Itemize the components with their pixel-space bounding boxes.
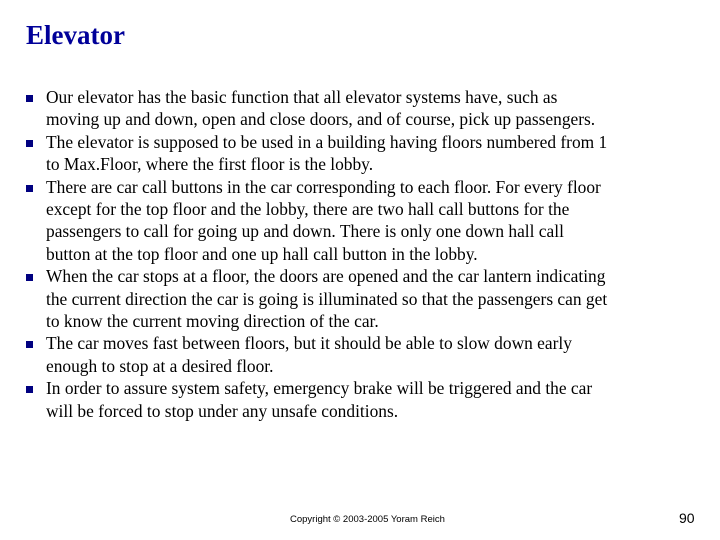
- bullet-text-line: button at the top floor and one up hall call button in the lobby.: [46, 243, 478, 264]
- bullet-item: [0, 176, 696, 266]
- bullet-item: [0, 131, 696, 176]
- bullet-text-line: In order to assure system safety, emergency brake will be triggered and the car: [46, 378, 593, 399]
- footer-copyright: Copyright © 2003-2005 Yoram Reich: [290, 514, 445, 525]
- bullet-text-line: will be forced to stop under any unsafe conditions.: [46, 400, 399, 421]
- bullet-text-line: enough to stop at a desired floor.: [46, 355, 274, 376]
- page-number: 90: [679, 510, 695, 526]
- bullet-text-line: Our elevator has the basic function that all elevator systems have, such as: [46, 87, 558, 107]
- bullet-text-line: the current direction the car is going is illuminated so that the passengers can get: [46, 288, 608, 309]
- square-bullet-icon: [26, 386, 33, 393]
- bullet-list: [0, 86, 720, 422]
- bullet-text-line: passengers to call for going up and down. There is only one down hall call: [46, 221, 564, 242]
- bullet-item: [0, 265, 696, 332]
- bullet-item: [0, 377, 696, 422]
- bullet-text-line: except for the top floor and the lobby, there are two hall call buttons for the: [46, 199, 570, 220]
- bullet-text-line: When the car stops at a floor, the doors are opened and the car lantern indicating: [46, 266, 606, 287]
- square-bullet-icon: [26, 341, 33, 348]
- slide-title: Elevator: [26, 20, 125, 50]
- square-bullet-icon: [26, 95, 33, 102]
- bullet-text-line: The car moves fast between floors, but it should be able to slow down early: [46, 333, 572, 354]
- bullet-text-line: moving up and down, open and close doors, and of course, pick up passengers.: [46, 109, 596, 130]
- square-bullet-icon: [26, 274, 33, 281]
- square-bullet-icon: [26, 140, 33, 147]
- bullet-item: [0, 332, 696, 377]
- bullet-text-line: There are car call buttons in the car corresponding to each floor. For every floor: [46, 176, 601, 197]
- bullet-item: [0, 86, 696, 131]
- bullet-text-line: The elevator is supposed to be used in a building having floors numbered from 1: [46, 131, 608, 152]
- bullet-text-line: to Max.Floor, where the first floor is the lobby.: [46, 154, 374, 175]
- square-bullet-icon: [26, 185, 33, 192]
- bullet-text-line: to know the current moving direction of the car.: [46, 311, 379, 332]
